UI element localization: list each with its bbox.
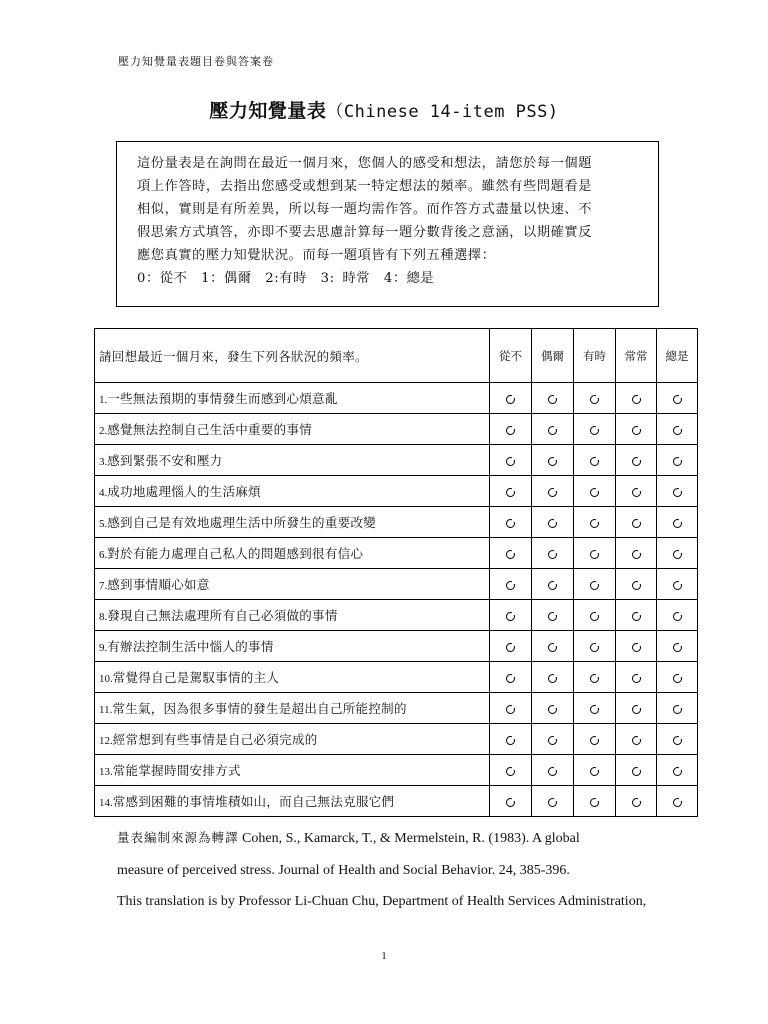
- answer-radio-icon[interactable]: [632, 488, 641, 497]
- answer-radio-icon[interactable]: [632, 581, 641, 590]
- question-row: [95, 538, 698, 569]
- question-number: 7.: [99, 580, 108, 592]
- answer-radio-icon[interactable]: [673, 426, 682, 435]
- answer-radio-icon[interactable]: [673, 798, 682, 807]
- answer-radio-icon[interactable]: [673, 612, 682, 621]
- answer-cell: [490, 383, 532, 414]
- question-number: 3.: [99, 456, 108, 468]
- question-row: [95, 476, 698, 507]
- answer-radio-icon[interactable]: [548, 767, 557, 776]
- question-number: 5.: [99, 518, 108, 530]
- question-number: 6.: [99, 549, 108, 561]
- answer-radio-icon[interactable]: [506, 674, 515, 683]
- question-number: 8.: [99, 611, 108, 623]
- answer-radio-icon[interactable]: [673, 488, 682, 497]
- question-number: 11.: [99, 704, 113, 716]
- question-text: [95, 786, 490, 817]
- answer-radio-icon[interactable]: [590, 705, 599, 714]
- answer-radio-icon[interactable]: [632, 519, 641, 528]
- question-label: 常生氣，因為很多事情的發生是超出自己所能控制的: [112, 701, 407, 716]
- question-row: [95, 631, 698, 662]
- answer-radio-icon[interactable]: [506, 395, 515, 404]
- table-header-row: [95, 329, 698, 383]
- column-header-almost-never: 偶爾: [532, 329, 574, 383]
- answer-radio-icon[interactable]: [548, 705, 557, 714]
- answer-radio-icon[interactable]: [506, 488, 515, 497]
- answer-cell: [657, 631, 698, 662]
- question-column-header: 請回想最近一個月來，發生下列各狀況的頻率。: [95, 329, 490, 383]
- answer-cell: [574, 662, 616, 693]
- answer-cell: [532, 507, 574, 538]
- answer-cell: [574, 569, 616, 600]
- answer-cell: [657, 724, 698, 755]
- answer-cell: [490, 538, 532, 569]
- answer-cell: [616, 569, 657, 600]
- question-number: 4.: [99, 487, 108, 499]
- answer-cell: [657, 662, 698, 693]
- instruction-line: 應您真實的壓力知覺狀況。而每一題項皆有下列五種選擇：: [137, 248, 496, 263]
- answer-radio-icon[interactable]: [590, 581, 599, 590]
- answer-cell: [490, 755, 532, 786]
- answer-radio-icon[interactable]: [548, 581, 557, 590]
- answer-cell: [574, 538, 616, 569]
- question-label: 常覺得自己是駕馭事情的主人: [112, 670, 280, 685]
- answer-cell: [532, 662, 574, 693]
- answer-cell: [490, 569, 532, 600]
- answer-radio-icon[interactable]: [590, 736, 599, 745]
- answer-cell: [532, 476, 574, 507]
- answer-cell: [616, 631, 657, 662]
- translation-note: This translation is by Professor Li-Chuan Chu, Department of Health Services Administration,: [117, 894, 647, 909]
- answer-radio-icon[interactable]: [506, 705, 515, 714]
- answer-cell: [532, 569, 574, 600]
- answer-cell: [532, 414, 574, 445]
- answer-cell: [657, 538, 698, 569]
- answer-cell: [657, 693, 698, 724]
- answer-radio-icon[interactable]: [673, 674, 682, 683]
- answer-radio-icon[interactable]: [673, 395, 682, 404]
- answer-cell: [532, 445, 574, 476]
- question-label: 感到事情順心如意: [107, 577, 210, 592]
- answer-radio-icon[interactable]: [548, 798, 557, 807]
- answer-cell: [574, 507, 616, 538]
- answer-radio-icon[interactable]: [506, 519, 515, 528]
- answer-radio-icon[interactable]: [673, 705, 682, 714]
- question-text: [95, 507, 490, 538]
- answer-cell: [532, 631, 574, 662]
- question-text: [95, 662, 490, 693]
- answer-radio-icon[interactable]: [632, 643, 641, 652]
- answer-radio-icon[interactable]: [673, 736, 682, 745]
- question-text: [95, 476, 490, 507]
- answer-radio-icon[interactable]: [632, 550, 641, 559]
- answer-radio-icon[interactable]: [506, 550, 515, 559]
- question-text: [95, 631, 490, 662]
- answer-radio-icon[interactable]: [548, 519, 557, 528]
- answer-radio-icon[interactable]: [590, 674, 599, 683]
- question-text: [95, 755, 490, 786]
- answer-cell: [657, 786, 698, 817]
- answer-cell: [657, 445, 698, 476]
- answer-cell: [490, 507, 532, 538]
- answer-radio-icon[interactable]: [548, 457, 557, 466]
- running-header: 壓力知覺量表題目卷與答案卷: [118, 55, 274, 68]
- instructions-box: [116, 141, 659, 307]
- instruction-line: 項上作答時，去指出您感受或想到某一特定想法的頻率。雖然有些問題看是: [137, 179, 592, 194]
- answer-cell: [574, 724, 616, 755]
- question-row: [95, 724, 698, 755]
- question-label: 常能掌握時間安排方式: [112, 763, 241, 778]
- answer-cell: [532, 724, 574, 755]
- answer-radio-icon[interactable]: [548, 395, 557, 404]
- answer-cell: [532, 538, 574, 569]
- answer-radio-icon[interactable]: [632, 798, 641, 807]
- answer-radio-icon[interactable]: [673, 550, 682, 559]
- answer-cell: [490, 724, 532, 755]
- answer-cell: [574, 631, 616, 662]
- question-row: [95, 383, 698, 414]
- page-number: 1: [381, 950, 387, 962]
- instruction-line: 假思索方式填答，亦即不要去思慮計算每一題分數背後之意涵，以期確實反: [137, 225, 592, 240]
- answer-radio-icon[interactable]: [673, 767, 682, 776]
- question-label: 感覺無法控制自己生活中重要的事情: [107, 422, 313, 437]
- answer-radio-icon[interactable]: [673, 581, 682, 590]
- question-label: 感到自己是有效地處理生活中所發生的重要改變: [107, 515, 377, 530]
- answer-radio-icon[interactable]: [673, 457, 682, 466]
- answer-cell: [490, 693, 532, 724]
- answer-cell: [616, 600, 657, 631]
- answer-cell: [657, 600, 698, 631]
- question-text: [95, 414, 490, 445]
- answer-cell: [574, 600, 616, 631]
- answer-cell: [616, 476, 657, 507]
- question-label: 感到緊張不安和壓力: [107, 453, 223, 468]
- answer-radio-icon[interactable]: [632, 767, 641, 776]
- answer-cell: [574, 445, 616, 476]
- answer-cell: [616, 414, 657, 445]
- question-row: [95, 445, 698, 476]
- answer-radio-icon[interactable]: [506, 767, 515, 776]
- question-label: 經常想到有些事情是自己必須完成的: [112, 732, 318, 747]
- answer-cell: [532, 383, 574, 414]
- question-text: [95, 569, 490, 600]
- title-chinese: 壓力知覺量表: [209, 100, 327, 122]
- answer-radio-icon[interactable]: [590, 798, 599, 807]
- answer-radio-icon[interactable]: [673, 519, 682, 528]
- question-text: [95, 445, 490, 476]
- answer-radio-icon[interactable]: [673, 643, 682, 652]
- answer-cell: [657, 507, 698, 538]
- answer-cell: [616, 786, 657, 817]
- question-row: [95, 662, 698, 693]
- question-number: 9.: [99, 642, 108, 654]
- answer-cell: [574, 693, 616, 724]
- answer-radio-icon[interactable]: [548, 488, 557, 497]
- answer-cell: [574, 786, 616, 817]
- question-text: [95, 724, 490, 755]
- answer-radio-icon[interactable]: [506, 612, 515, 621]
- question-label: 發現自己無法處理所有自己必須做的事情: [107, 608, 338, 623]
- reference-line2: measure of perceived stress. Journal of Health and Social Behavior. 24, 385-396.: [117, 863, 570, 878]
- question-text: [95, 600, 490, 631]
- column-header-never: 從不: [490, 329, 532, 383]
- answer-radio-icon[interactable]: [506, 426, 515, 435]
- reference-line1: Cohen, S., Kamarck, T., & Mermelstein, R. (1983). A global: [238, 831, 580, 846]
- answer-cell: [490, 600, 532, 631]
- answer-cell: [616, 662, 657, 693]
- question-text: [95, 383, 490, 414]
- answer-radio-icon[interactable]: [548, 612, 557, 621]
- question-number: 1.: [99, 394, 108, 406]
- answer-radio-icon[interactable]: [590, 612, 599, 621]
- page-title: [0, 96, 768, 123]
- question-row: [95, 569, 698, 600]
- answer-cell: [616, 755, 657, 786]
- answer-cell: [490, 631, 532, 662]
- answer-radio-icon[interactable]: [548, 550, 557, 559]
- answer-radio-icon[interactable]: [632, 395, 641, 404]
- answer-cell: [657, 383, 698, 414]
- answer-radio-icon[interactable]: [506, 581, 515, 590]
- answer-cell: [616, 383, 657, 414]
- answer-cell: [657, 476, 698, 507]
- answer-cell: [574, 414, 616, 445]
- answer-cell: [616, 724, 657, 755]
- instruction-line: 這份量表是在詢問在最近一個月來，您個人的感受和想法，請您於每一個題: [137, 156, 592, 171]
- column-header-sometimes: 有時: [574, 329, 616, 383]
- answer-radio-icon[interactable]: [632, 612, 641, 621]
- title-latin: （Chinese 14-item PSS): [326, 102, 559, 122]
- answer-cell: [657, 755, 698, 786]
- answer-radio-icon[interactable]: [590, 457, 599, 466]
- answer-cell: [616, 538, 657, 569]
- reference-prefix: 量表編制來源為轉譯: [117, 830, 239, 845]
- question-number: 10.: [99, 673, 113, 685]
- question-number: 14.: [99, 797, 113, 809]
- answer-radio-icon[interactable]: [590, 767, 599, 776]
- answer-radio-icon[interactable]: [548, 736, 557, 745]
- answer-radio-icon[interactable]: [632, 674, 641, 683]
- question-label: 成功地處理惱人的生活麻煩: [107, 484, 261, 499]
- answer-cell: [616, 445, 657, 476]
- response-options: 0：從不 1：偶爾 2:有時 3: 時常 4：總是: [137, 271, 435, 286]
- answer-radio-icon[interactable]: [506, 798, 515, 807]
- reference-citation: [117, 822, 677, 887]
- question-number: 13.: [99, 766, 113, 778]
- answer-radio-icon[interactable]: [506, 736, 515, 745]
- answer-radio-icon[interactable]: [548, 426, 557, 435]
- answer-radio-icon[interactable]: [632, 705, 641, 714]
- question-row: [95, 693, 698, 724]
- answer-radio-icon[interactable]: [548, 674, 557, 683]
- question-number: 2.: [99, 425, 108, 437]
- answer-cell: [490, 445, 532, 476]
- question-row: [95, 414, 698, 445]
- answer-cell: [616, 693, 657, 724]
- answer-cell: [657, 414, 698, 445]
- instruction-line: 相似，實則是有所差異，所以每一題均需作答。而作答方式盡量以快速、不: [137, 202, 592, 217]
- question-label: 常感到困難的事情堆積如山，而自己無法克服它們: [112, 794, 395, 809]
- answer-radio-icon[interactable]: [632, 457, 641, 466]
- column-header-very-often: 總是: [657, 329, 698, 383]
- question-row: [95, 755, 698, 786]
- answer-cell: [490, 476, 532, 507]
- answer-cell: [657, 569, 698, 600]
- answer-radio-icon[interactable]: [590, 643, 599, 652]
- answer-radio-icon[interactable]: [590, 426, 599, 435]
- answer-cell: [532, 600, 574, 631]
- answer-radio-icon[interactable]: [590, 519, 599, 528]
- pss-question-table: [94, 328, 698, 817]
- answer-radio-icon[interactable]: [506, 643, 515, 652]
- answer-radio-icon[interactable]: [590, 488, 599, 497]
- answer-radio-icon[interactable]: [632, 736, 641, 745]
- question-row: [95, 600, 698, 631]
- column-header-fairly-often: 常常: [616, 329, 657, 383]
- answer-cell: [490, 786, 532, 817]
- question-label: 一些無法預期的事情發生而感到心煩意亂: [107, 391, 338, 406]
- answer-radio-icon[interactable]: [590, 550, 599, 559]
- question-row: [95, 786, 698, 817]
- question-label: 對於有能力處理自己私人的問題感到很有信心: [107, 546, 364, 561]
- answer-cell: [532, 786, 574, 817]
- answer-radio-icon[interactable]: [548, 643, 557, 652]
- answer-cell: [532, 755, 574, 786]
- answer-cell: [616, 507, 657, 538]
- answer-cell: [490, 414, 532, 445]
- question-number: 12.: [99, 735, 113, 747]
- answer-radio-icon[interactable]: [590, 395, 599, 404]
- answer-cell: [490, 662, 532, 693]
- answer-cell: [574, 755, 616, 786]
- question-row: [95, 507, 698, 538]
- answer-cell: [574, 476, 616, 507]
- answer-cell: [574, 383, 616, 414]
- question-text: [95, 538, 490, 569]
- question-label: 有辦法控制生活中惱人的事情: [107, 639, 274, 654]
- question-text: [95, 693, 490, 724]
- answer-radio-icon[interactable]: [506, 457, 515, 466]
- answer-cell: [532, 693, 574, 724]
- answer-radio-icon[interactable]: [632, 426, 641, 435]
